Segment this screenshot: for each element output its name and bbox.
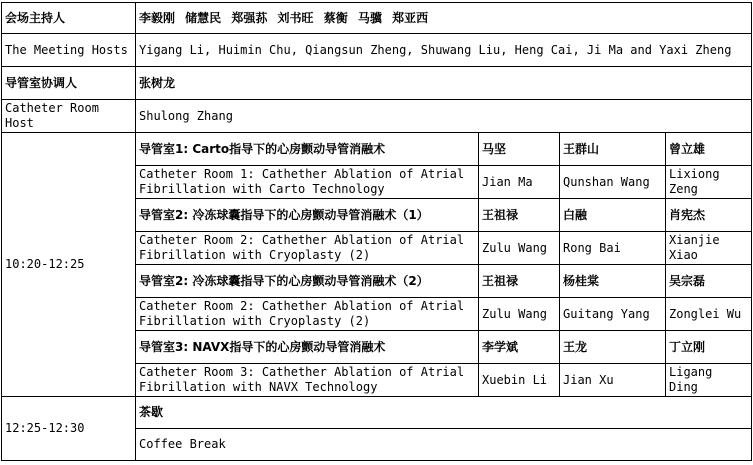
session-person-3: 肖宪杰 bbox=[666, 199, 752, 232]
schedule-table bbox=[1, 2, 752, 461]
session-person-1: 王祖禄 bbox=[479, 265, 560, 298]
coordinator-cn-row bbox=[2, 67, 752, 100]
host-en-label: The Meeting Hosts bbox=[2, 34, 136, 67]
session-person-3: Ligang Ding bbox=[666, 364, 752, 397]
session-person-3: Xianjie Xiao bbox=[666, 232, 752, 265]
session-person-3: 丁立刚 bbox=[666, 331, 752, 364]
host-cn-names: 李毅刚 储慧民 郑强荪 刘书旺 蔡衡 马骥 郑亚西 bbox=[136, 3, 752, 34]
session-person-2: 杨桂棠 bbox=[560, 265, 666, 298]
session-person-3: Zonglei Wu bbox=[666, 298, 752, 331]
break-en-label: Coffee Break bbox=[136, 429, 752, 461]
session-title: 导管室2: 冷冻球囊指导下的心房颤动导管消融术（2） bbox=[136, 265, 479, 298]
session-person-1: 马坚 bbox=[479, 133, 560, 166]
host-cn-row bbox=[2, 3, 752, 34]
session-row bbox=[2, 133, 752, 166]
session-person-1: Zulu Wang bbox=[479, 232, 560, 265]
session-title: Catheter Room 1: Cathether Ablation of Atrial Fibrillation with Carto Technology bbox=[136, 166, 479, 199]
break-cn-label: 茶歇 bbox=[136, 397, 752, 429]
session-person-2: 王群山 bbox=[560, 133, 666, 166]
session-title: 导管室1: Carto指导下的心房颤动导管消融术 bbox=[136, 133, 479, 166]
session-person-2: Guitang Yang bbox=[560, 298, 666, 331]
session-person-2: 王龙 bbox=[560, 331, 666, 364]
coordinator-cn-name: 张树龙 bbox=[136, 67, 752, 100]
session-person-2: Rong Bai bbox=[560, 232, 666, 265]
coordinator-en-row bbox=[2, 100, 752, 133]
session-person-1: Jian Ma bbox=[479, 166, 560, 199]
session-person-3: 吴宗磊 bbox=[666, 265, 752, 298]
session-title: Catheter Room 2: Cathether Ablation of Atrial Fibrillation with Cryoplasty (2) bbox=[136, 298, 479, 331]
session-person-3: Lixiong Zeng bbox=[666, 166, 752, 199]
session-title: Catheter Room 2: Cathether Ablation of Atrial Fibrillation with Cryoplasty (2) bbox=[136, 232, 479, 265]
coordinator-en-name: Shulong Zhang bbox=[136, 100, 752, 133]
session-title: 导管室3: NAVX指导下的心房颤动导管消融术 bbox=[136, 331, 479, 364]
session-title: Catheter Room 3: Cathether Ablation of Atrial Fibrillation with NAVX Technology bbox=[136, 364, 479, 397]
session-time: 10:20-12:25 bbox=[2, 133, 136, 397]
session-person-1: Zulu Wang bbox=[479, 298, 560, 331]
session-person-1: 王祖禄 bbox=[479, 199, 560, 232]
session-person-2: Jian Xu bbox=[560, 364, 666, 397]
session-person-2: Qunshan Wang bbox=[560, 166, 666, 199]
coordinator-en-label: Catheter Room Host bbox=[2, 100, 136, 133]
break-time: 12:25-12:30 bbox=[2, 397, 136, 461]
coordinator-cn-label: 导管室协调人 bbox=[2, 67, 136, 100]
host-en-names: Yigang Li, Huimin Chu, Qiangsun Zheng, Shuwang Liu, Heng Cai, Ji Ma and Yaxi Zheng bbox=[136, 34, 752, 67]
session-title: 导管室2: 冷冻球囊指导下的心房颤动导管消融术（1） bbox=[136, 199, 479, 232]
session-person-3: 曾立雄 bbox=[666, 133, 752, 166]
session-person-2: 白融 bbox=[560, 199, 666, 232]
host-en-row bbox=[2, 34, 752, 67]
session-person-1: 李学斌 bbox=[479, 331, 560, 364]
session-person-1: Xuebin Li bbox=[479, 364, 560, 397]
host-cn-label: 会场主持人 bbox=[2, 3, 136, 34]
break-row bbox=[2, 397, 752, 429]
